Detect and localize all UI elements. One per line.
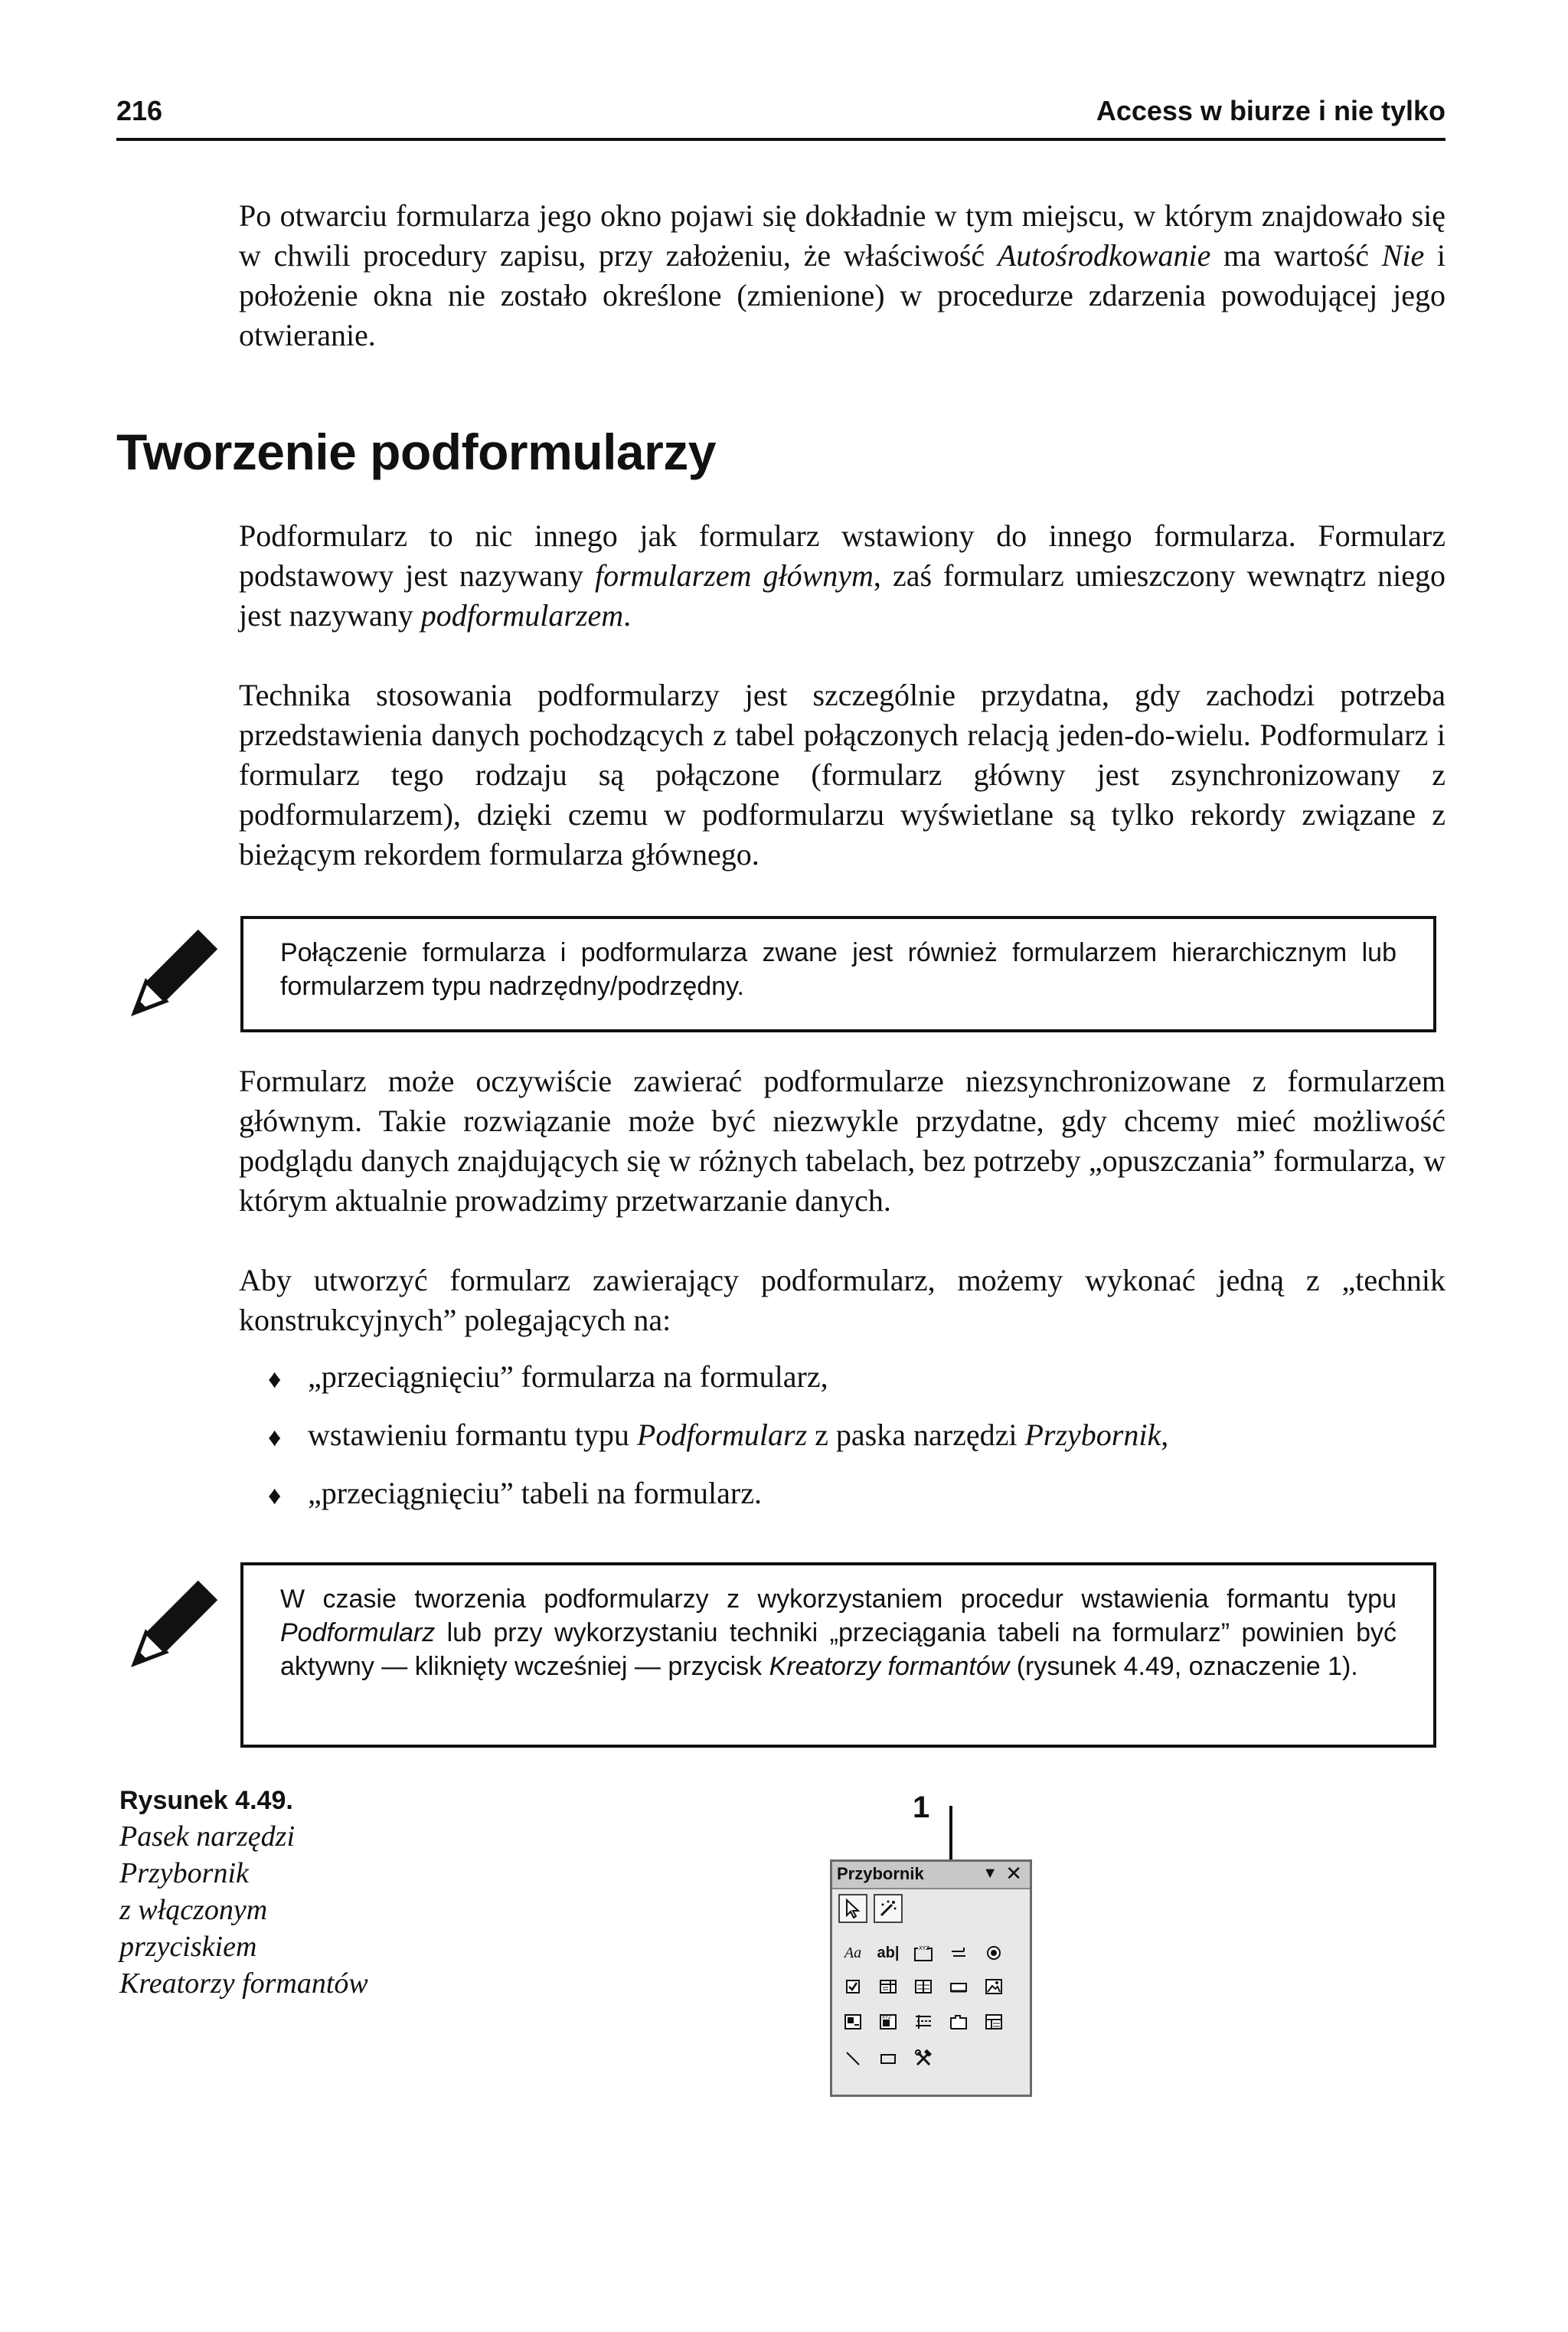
svg-text:XYZ: XYZ xyxy=(882,2015,891,2020)
bound-object-icon xyxy=(879,2013,897,2030)
command-button-icon xyxy=(949,1979,968,1994)
radio-button-icon xyxy=(985,1944,1002,1961)
note-box xyxy=(240,1562,1436,1748)
line-tool[interactable] xyxy=(838,2044,867,2073)
hammer-wrench-icon xyxy=(913,2049,933,2069)
list-box-tool[interactable] xyxy=(909,1972,938,2001)
running-header xyxy=(116,92,1446,141)
toolbox-title: Przybornik xyxy=(837,1864,924,1883)
pencil-note-icon xyxy=(119,1578,220,1679)
definition-paragraph: Podformularz to nic innego jak formularz wstawiony do innego formularza. Formularz podstawowy jest nazywany formularzem głównym, zaś formularz umieszczony wewnątrz niego jest nazywany podformularzem. xyxy=(239,518,1446,633)
figure-caption xyxy=(119,1783,426,2002)
figure-description: Pasek narzędzi Przybornik z włączonym przyciskiem Kreatorzy formantów xyxy=(119,1820,368,2000)
toggle-button-tool[interactable] xyxy=(944,1938,973,1967)
unbound-object-frame-tool[interactable] xyxy=(838,2007,867,2036)
list-item: ♦ „przeciągnięciu” formularza na formularz, xyxy=(268,1357,1416,1397)
section-heading: Tworzenie podformularzy xyxy=(116,424,717,480)
checkbox-icon xyxy=(844,1978,861,1995)
combo-box-tool[interactable] xyxy=(874,1972,903,2001)
property-value: Nie xyxy=(1381,238,1425,273)
term-main-form: formularzem głównym xyxy=(595,558,874,593)
diamond-bullet-icon: ♦ xyxy=(268,1424,282,1452)
note-text: W czasie tworzenia podformularzy z wykorzystaniem procedur wstawienia formantu typu Podformularz lub przy wykorzystaniu techniki „przeciągania tabeli na formularz” powinien być aktywny — kliknięty wcześniej — przycisk Kreatorzy formantów (rysunek 4.49, oznaczenie 1). xyxy=(280,1585,1396,1681)
toggle-button-icon xyxy=(950,1944,967,1961)
tab-control-tool[interactable] xyxy=(944,2007,973,2036)
subform-icon xyxy=(985,2013,1003,2030)
list-item: ♦ „przeciągnięciu” tabeli na formularz. xyxy=(268,1473,1416,1513)
page-break-tool[interactable] xyxy=(909,2007,938,2036)
subform-tool[interactable] xyxy=(979,2007,1008,2036)
technique-paragraph: Technika stosowania podformularzy jest szczególnie przydatna, gdy zachodzi potrzeba przedstawienia danych pochodzących z tabel połączonych relacją jeden-do-wielu. Podformularz i formularz tego rodzaju są połączone (formularz główny jest zsynchronizowany z podformularzem), dzięki czemu w podformularzu wyświetlane są tylko rekordy związane z bieżącym rekordem formularza głównego. xyxy=(239,678,1446,872)
magic-wand-icon xyxy=(878,1899,898,1918)
toolbox-window[interactable] xyxy=(830,1859,1032,2097)
technique-list xyxy=(268,1357,1416,1532)
intro-paragraph: Po otwarciu formularza jego okno pojawi się dokładnie w tym miejscu, w którym znajdowało się w chwili procedury zapisu, przy założeniu, że właściwość Autośrodkowanie ma wartość Nie i położenie okna nie zostało określone (zmienione) w procedurze zdarzenia powodującej jego otwieranie. xyxy=(239,198,1446,352)
close-icon[interactable]: ✕ xyxy=(1005,1862,1022,1885)
term-subform: podformularzem xyxy=(420,598,624,633)
label-tool-icon: Aa xyxy=(844,1944,862,1961)
diamond-bullet-icon: ♦ xyxy=(268,1366,282,1394)
label-tool-button[interactable] xyxy=(838,1938,867,1967)
option-group-icon xyxy=(913,1944,933,1962)
rectangle-icon xyxy=(879,2051,897,2066)
select-objects-button[interactable] xyxy=(838,1894,867,1923)
page-break-icon xyxy=(914,2013,933,2030)
textbox-tool-icon: ab| xyxy=(877,1944,900,1961)
diamond-bullet-icon: ♦ xyxy=(268,1482,282,1510)
pointer-icon xyxy=(844,1899,861,1918)
check-box-tool[interactable] xyxy=(838,1972,867,2001)
property-name: Autośrodkowanie xyxy=(997,238,1211,273)
bound-object-frame-tool[interactable] xyxy=(874,2007,903,2036)
combo-box-icon xyxy=(879,1978,897,1995)
list-item: ♦ wstawieniu formantu typu Podformularz z paska narzędzi Przybornik, xyxy=(268,1415,1416,1455)
unbound-object-icon xyxy=(844,2013,862,2030)
callout-number: 1 xyxy=(913,1791,930,1824)
unsynced-paragraph: Formularz może oczywiście zawierać podformularze niezsynchronizowane z formularzem głównym. Takie rozwiązanie może być niezwykle przydatne, gdy chcemy mieć możliwość podglądu danych znajdujących się w różnych tabelach, bez potrzeby „opuszczania” formularza, w którym aktualnie prowadzimy przetwarzanie danych. xyxy=(239,1064,1446,1218)
option-button-tool[interactable] xyxy=(979,1938,1008,1967)
dropdown-arrow-icon[interactable]: ▼ xyxy=(982,1865,998,1882)
note-text: Połączenie formularza i podformularza zwane jest również formularzem hierarchicznym lub formularzem typu nadrzędny/podrzędny. xyxy=(280,938,1396,1001)
figure-label: Rysunek 4.49. xyxy=(119,1786,293,1815)
list-box-icon xyxy=(914,1978,933,1995)
command-button-tool[interactable] xyxy=(944,1972,973,2001)
line-icon xyxy=(844,2050,861,2067)
book-title: Access w biurze i nie tylko xyxy=(1096,95,1446,126)
note-box xyxy=(240,916,1436,1032)
rectangle-tool[interactable] xyxy=(874,2044,903,2073)
option-group-button[interactable] xyxy=(909,1938,938,1967)
page-number: 216 xyxy=(116,95,163,126)
svg-text:XYZ: XYZ xyxy=(919,1945,929,1951)
toolbox-titlebar[interactable] xyxy=(832,1862,1030,1889)
tab-control-icon xyxy=(949,2013,968,2030)
pencil-note-icon xyxy=(119,927,220,1028)
control-wizards-button[interactable] xyxy=(874,1894,903,1923)
more-controls-button[interactable] xyxy=(909,2044,938,2073)
image-icon xyxy=(985,1978,1003,1995)
howto-paragraph: Aby utworzyć formularz zawierający podformularz, możemy wykonać jedną z „technik konstrukcyjnych” polegających na: xyxy=(239,1263,1446,1337)
image-tool[interactable] xyxy=(979,1972,1008,2001)
textbox-tool-button[interactable] xyxy=(874,1938,903,1967)
